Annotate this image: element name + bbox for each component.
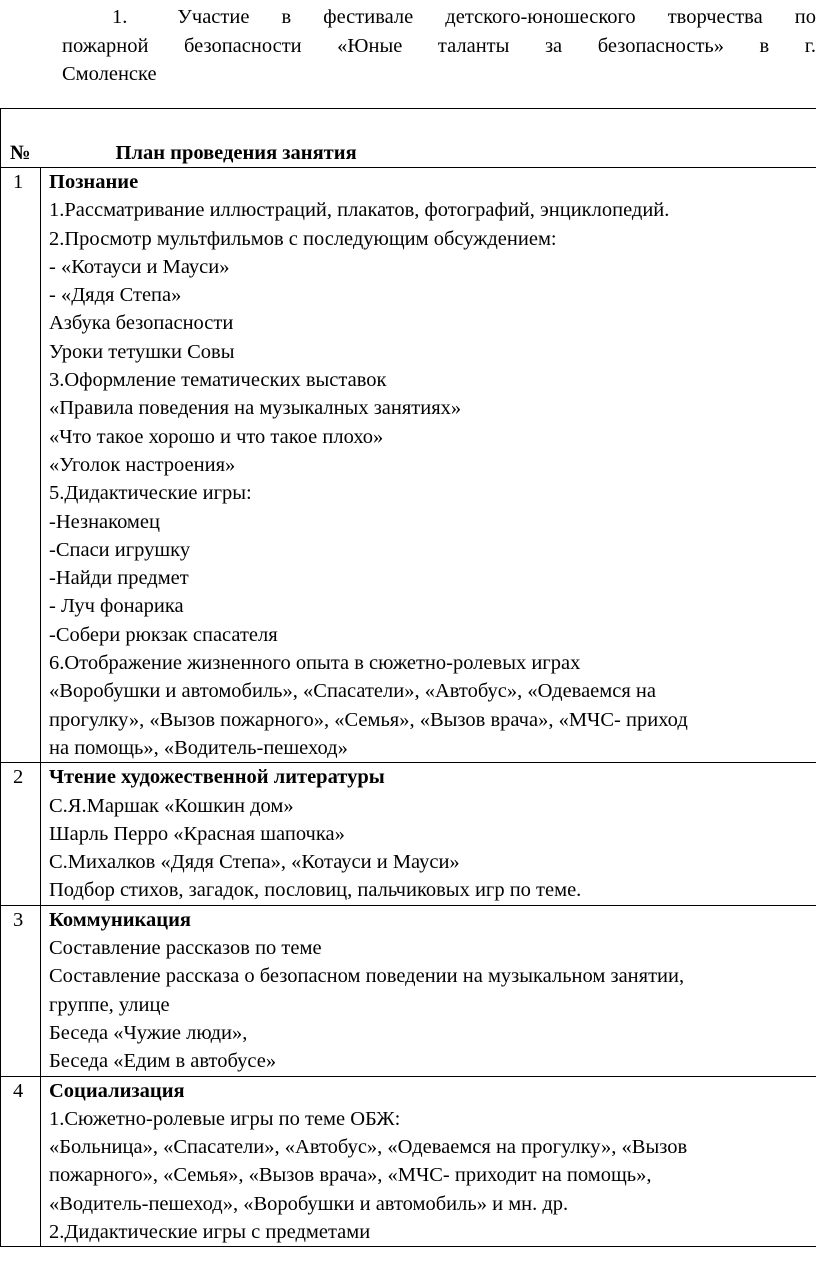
section-title: Коммуникация (49, 908, 191, 931)
section-title: Социализация (49, 1079, 185, 1102)
list-item: Составление рассказов по теме (49, 937, 322, 960)
list-item: Составление рассказа о безопасном поведении на музыкальном занятии, (49, 965, 685, 988)
row-number: 3 (1, 905, 41, 1076)
row-content (41, 905, 816, 1076)
list-item: - «Дядя Степа» (49, 284, 182, 307)
list-item: - Луч фонарика (49, 595, 184, 618)
list-item: Беседа «Едим в автобусе» (49, 1050, 277, 1073)
list-item: С.Михалков «Дядя Степа», «Котауси и Мауси» (49, 851, 460, 874)
list-item: пожарного», «Семья», «Вызов врача», «МЧС- приходит на помощь», (49, 1164, 652, 1187)
list-item: С.Я.Маршак «Кошкин дом» (49, 794, 294, 817)
list-item: 2.Дидактические игры с предметами (49, 1220, 371, 1243)
list-item: «Больница», «Спасатели», «Автобус», «Одеваемся на прогулку», «Вызов (49, 1136, 688, 1159)
list-item: 3.Оформление тематических выставок (49, 369, 387, 392)
intro-line-3: Смоленске (62, 63, 157, 85)
intro-line-2: пожарной безопасности «Юные таланты за безопасность» в г. (62, 34, 816, 57)
list-item: 2.Просмотр мультфильмов с последующим обсуждением: (49, 227, 557, 250)
table-row (1, 905, 816, 1076)
list-item: 1.Рассматривание иллюстраций, плакатов, фотографий, энциклопедий. (49, 199, 670, 222)
list-item: Беседа «Чужие люди», (49, 1021, 248, 1044)
row-number: 4 (1, 1076, 41, 1247)
table-header-row (1, 109, 816, 168)
list-item: группе, улице (49, 993, 170, 1016)
list-item: «Правила поведения на музыкалных занятиях» (49, 397, 462, 420)
list-item: прогулку», «Вызов пожарного», «Семья», «Вызов врача», «МЧС- приход (49, 708, 688, 731)
list-item: Подбор стихов, загадок, пословиц, пальчиковых игр по теме. (49, 879, 582, 902)
list-item: -Собери рюкзак спасателя (49, 623, 278, 646)
list-item: 6.Отображение жизненного опыта в сюжетно-ролевых играх (49, 652, 581, 675)
intro-paragraph (62, 3, 816, 89)
list-item: -Незнакомец (49, 510, 160, 533)
table-row (1, 1076, 816, 1247)
list-item: «Воробушки и автомобиль», «Спасатели», «Автобус», «Одеваемся на (49, 680, 656, 703)
list-item: «Что такое хорошо и что такое плохо» (49, 425, 384, 448)
plan-table (0, 108, 816, 1247)
table-row (1, 168, 816, 763)
row-number: 1 (1, 168, 41, 763)
list-item: -Найди предмет (49, 567, 189, 590)
header-title: План проведения занятия (41, 109, 816, 168)
list-item: «Водитель-пешеход», «Воробушки и автомобиль» и мн. др. (49, 1192, 569, 1215)
row-content (41, 763, 816, 905)
list-item: Шарль Перро «Красная шапочка» (49, 822, 345, 845)
list-item: -Спаси игрушку (49, 538, 191, 561)
row-number: 2 (1, 763, 41, 905)
row-content (41, 168, 816, 763)
header-num: № (1, 109, 41, 168)
section-title: Чтение художественной литературы (49, 766, 385, 789)
row-content (41, 1076, 816, 1247)
intro-line-1 (62, 3, 816, 32)
intro-text-1: Участие в фестивале детского-юношеского творчества по (177, 6, 816, 28)
list-item: Азбука безопасности (49, 312, 234, 335)
list-item: на помощь», «Водитель-пешеход» (49, 736, 348, 759)
table-row (1, 763, 816, 905)
section-title: Познание (49, 171, 139, 193)
list-item: - «Котауси и Мауси» (49, 255, 230, 278)
list-item: 5.Дидактические игры: (49, 482, 252, 505)
list-item: 1.Сюжетно-ролевые игры по теме ОБЖ: (49, 1107, 401, 1130)
list-item: Уроки тетушки Совы (49, 340, 235, 363)
intro-number: 1. (112, 6, 128, 28)
list-item: «Уголок настроения» (49, 453, 236, 476)
